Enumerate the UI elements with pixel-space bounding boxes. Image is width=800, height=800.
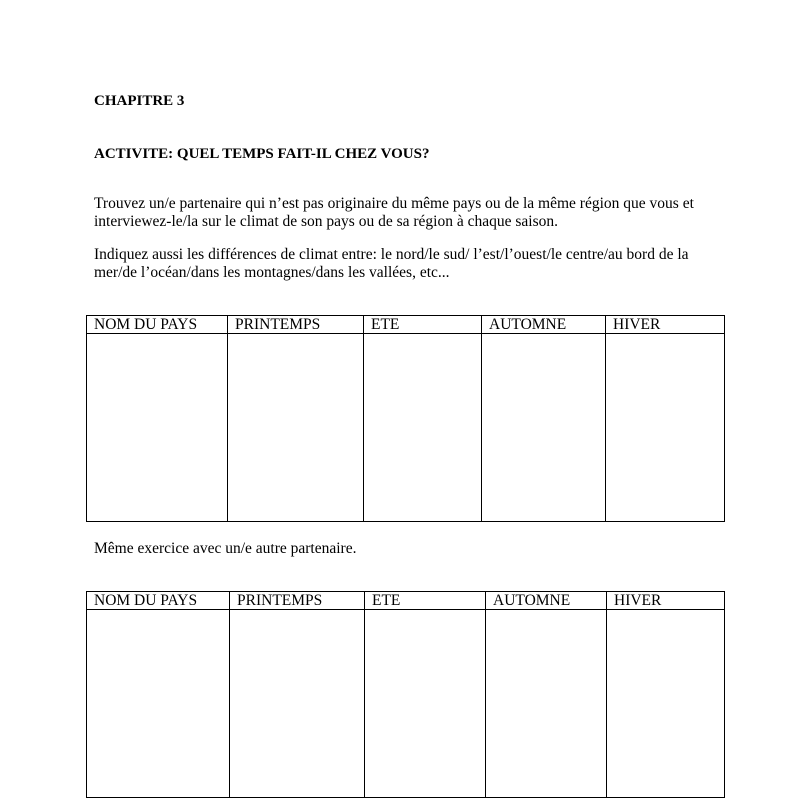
- column-header-autumn: AUTOMNE: [482, 316, 606, 334]
- answer-cell-country[interactable]: [87, 610, 230, 798]
- table-row: [87, 610, 725, 798]
- answer-cell-autumn[interactable]: [482, 334, 606, 522]
- table-header-row: [87, 316, 725, 334]
- instruction-paragraph-2: Indiquez aussi les différences de climat entre: le nord/le sud/ l’est/l’ouest/le centre/au bord de la mer/de l’océan/dans les montagnes/dans les vallées, etc...: [94, 246, 689, 281]
- column-header-summer: ETE: [365, 592, 486, 610]
- column-header-country: NOM DU PAYS: [87, 592, 230, 610]
- answer-cell-spring[interactable]: [228, 334, 364, 522]
- climate-table-2: [86, 591, 725, 798]
- column-header-spring: PRINTEMPS: [230, 592, 365, 610]
- column-header-autumn: AUTOMNE: [486, 592, 607, 610]
- chapter-heading: CHAPITRE 3: [94, 93, 185, 109]
- column-header-winter: HIVER: [606, 316, 725, 334]
- answer-cell-winter[interactable]: [607, 610, 725, 798]
- column-header-spring: PRINTEMPS: [228, 316, 364, 334]
- climate-table-1: [86, 315, 725, 522]
- instruction-paragraph-1: Trouvez un/e partenaire qui n’est pas originaire du même pays ou de la même région que vous et interviewez-le/la sur le climat de son pays ou de sa région à chaque saison.: [94, 195, 694, 230]
- answer-cell-winter[interactable]: [606, 334, 725, 522]
- column-header-winter: HIVER: [607, 592, 725, 610]
- answer-cell-country[interactable]: [87, 334, 228, 522]
- table-header-row: [87, 592, 725, 610]
- activity-title: ACTIVITE: QUEL TEMPS FAIT-IL CHEZ VOUS?: [94, 146, 430, 162]
- answer-cell-spring[interactable]: [230, 610, 365, 798]
- answer-cell-summer[interactable]: [365, 610, 486, 798]
- answer-cell-summer[interactable]: [364, 334, 482, 522]
- column-header-summer: ETE: [364, 316, 482, 334]
- instruction-paragraph-3: Même exercice avec un/e autre partenaire.: [94, 540, 357, 557]
- column-header-country: NOM DU PAYS: [87, 316, 228, 334]
- answer-cell-autumn[interactable]: [486, 610, 607, 798]
- table-row: [87, 334, 725, 522]
